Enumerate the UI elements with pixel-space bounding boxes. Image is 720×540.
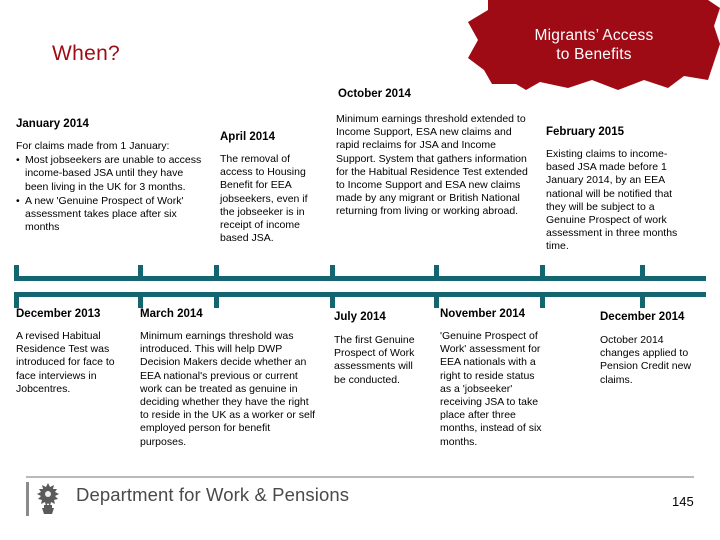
timeline-lower-tick-5 xyxy=(434,292,439,308)
timeline-lower-tick-4 xyxy=(330,292,335,308)
footer-accent-bar xyxy=(26,482,29,516)
upper-entry-1-label: January 2014 xyxy=(16,118,89,130)
timeline-lower-tick-6 xyxy=(540,292,545,308)
top-label-october-2014: October 2014 xyxy=(338,88,411,100)
lower-entry-1-para-1: A revised Habitual Residence Test was introduced for face to face interviews in Jobcentres. xyxy=(16,330,115,395)
timeline-lower-tick-7 xyxy=(640,292,645,308)
timeline-lower-tick-3 xyxy=(214,292,219,308)
footer-divider xyxy=(26,476,694,478)
upper-entry-4-label: February 2015 xyxy=(546,126,624,138)
lower-entry-3-text xyxy=(334,334,426,387)
badge-title xyxy=(468,26,720,64)
upper-entry-1-bullets xyxy=(16,154,208,234)
upper-entry-1-text xyxy=(16,140,208,234)
timeline-upper-tick-2 xyxy=(138,265,143,281)
page-title: When? xyxy=(52,42,121,65)
upper-entry-2-label: April 2014 xyxy=(220,131,275,143)
timeline-upper-line xyxy=(14,276,706,281)
page-number: 145 xyxy=(672,494,694,509)
upper-entry-3-para-1: Minimum earnings threshold extended to Income Support, ESA new claims and rapid reclaims for JSA and Income Support. System that gathers information for the Habitual Residence Test extended to Income Support and ESA new claims made by any migrant or British National returning from living or working abroad. xyxy=(336,113,528,218)
upper-entry-4-text xyxy=(546,148,686,254)
upper-entry-1-bullet-2: • A new 'Genuine Prospect of Work' assessment takes place after six months xyxy=(16,195,208,235)
upper-entry-3-text xyxy=(336,113,530,219)
timeline-upper-tick-7 xyxy=(640,265,645,281)
upper-entry-2-text xyxy=(220,153,318,245)
timeline-upper-tick-5 xyxy=(434,265,439,281)
timeline-upper-tick-1 xyxy=(14,265,19,281)
timeline-lower-line xyxy=(14,292,706,297)
timeline-upper-tick-3 xyxy=(214,265,219,281)
footer-department-name: Department for Work & Pensions xyxy=(76,484,350,505)
lower-entry-4-para-1: 'Genuine Prospect of Work' assessment for EEA nationals with a right to reside status as a 'jobseeker' receiving JSA to take place after three months, instead of six months. xyxy=(440,330,542,448)
lower-entry-2-text xyxy=(140,330,318,449)
title-badge xyxy=(468,0,720,90)
upper-entry-2-para-1: The removal of access to Housing Benefit for EEA jobseekers, even if the jobseeker is in receipt of income based JSA. xyxy=(220,153,308,245)
lower-entry-3-label: July 2014 xyxy=(334,311,386,323)
timeline-lower-tick-2 xyxy=(138,292,143,308)
upper-entry-4-para-1: Existing claims to income-based JSA made before 1 January 2014, by an EEA national will be notified that they will be subject to a Genuine Prospect of work assessment in three months time. xyxy=(546,148,678,253)
lower-entry-4-text xyxy=(440,330,546,449)
lower-entry-3-para-1: The first Genuine Prospect of Work assessments will be conducted. xyxy=(334,334,415,386)
lower-entry-5-label: December 2014 xyxy=(600,311,685,323)
badge-title-line2: to Benefits xyxy=(556,46,632,63)
lower-entry-2-para-1: Minimum earnings threshold was introduced. This will help DWP Decision Makers decide whether an EEA national's previous or current work can be treated as genuine in deciding whether they have the right to reside in the UK as a worker or self employed person for benefit purposes. xyxy=(140,330,316,448)
lower-entry-5-para-1: October 2014 changes applied to Pension Credit new claims. xyxy=(600,334,692,386)
timeline-lower-tick-1 xyxy=(14,292,19,308)
royal-crest-icon xyxy=(30,482,66,516)
badge-title-line1: Migrants’ Access xyxy=(534,27,654,44)
lower-entry-1-text xyxy=(16,330,128,396)
timeline-upper-tick-4 xyxy=(330,265,335,281)
lower-entry-4-label: November 2014 xyxy=(440,308,526,320)
upper-entry-1-bullet-1: • Most jobseekers are unable to access income-based JSA until they have been living in the UK for 3 months. xyxy=(16,154,208,194)
lower-entry-5-text xyxy=(600,334,704,387)
upper-entry-1-para-1: For claims made from 1 January: xyxy=(16,140,170,152)
lower-entry-1-label: December 2013 xyxy=(16,308,101,320)
lower-entry-2-label: March 2014 xyxy=(140,308,203,320)
timeline-upper-tick-6 xyxy=(540,265,545,281)
